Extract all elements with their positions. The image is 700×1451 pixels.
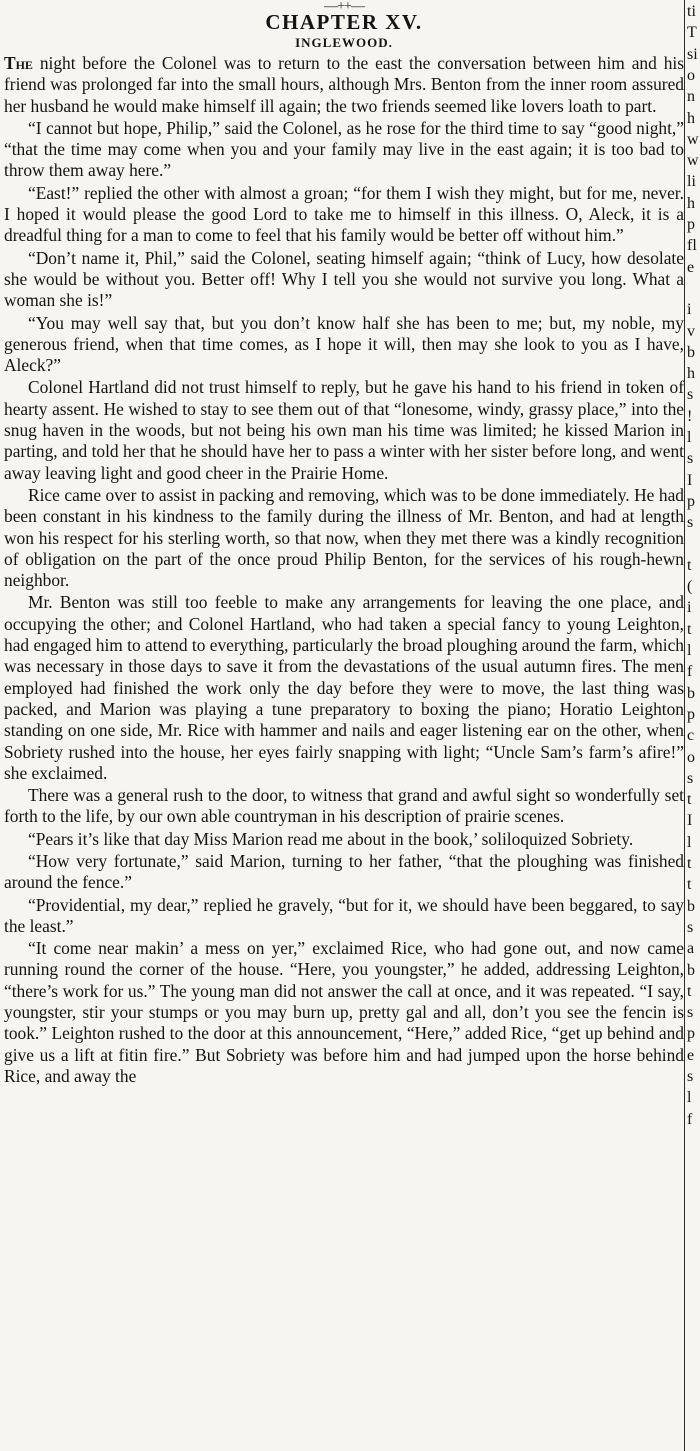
next-column-fragment-text: c [687, 727, 695, 745]
next-column-fragment-text: s [687, 1004, 694, 1022]
next-column-fragment-text: t [687, 791, 692, 809]
next-column-fragment-text: s [687, 769, 694, 787]
next-column-fragment-text: h [687, 109, 695, 127]
next-column-fragment-text: b [687, 684, 695, 702]
paragraph: “Pears it’s like that day Miss Marion read me about in the book,’ soliloquized Sobriety. [28, 828, 634, 849]
paragraph: “Providential, my dear,” replied he gravely, “but for it, we should have been beggared, to say the least.” [4, 894, 684, 936]
next-column-fragment-text: l [687, 1089, 692, 1107]
column-rule [684, 0, 685, 1451]
paragraph: Mr. Benton was still too feeble to make any arrangements for leaving the one place, and occupying the other; and Colonel Hartland, who had taken a special fancy to young Leighton, had engaged him to attend to everything, particularly the broad ploughing around the farm, which was necessary in those days to save it from the devastations of the usual autumn fires. The men employed had finished the work only the day before they were to move, the last thing was packed, and Marion was playing a tune preparatory to boxing the piano; Horatio Leighton standing on one side, Mr. Rice with hammer and nails and eager listening ear on the other, when Sobriety rushed into the house, her eyes fairly snapping with light; “Uncle Sam’s farm’s afire!” she exclaimed. [4, 592, 684, 783]
next-column-fragment-text: o [687, 748, 695, 766]
paragraph: “Don’t name it, Phil,” said the Colonel, seating himself again; “think of Lucy, how desolate she would be without you. Better off! Why I tell you she would not survive you long. What a woman she is!” [4, 247, 684, 311]
next-column-fragment-text: i [687, 301, 692, 319]
next-column-fragment-text: s [687, 450, 694, 468]
paragraph: There was a general rush to the door, to witness that grand and awful sight so wonderfully set forth to the life, by our own able countryman in his description of prairie scenes. [4, 785, 684, 827]
next-column-fragment-text: t [687, 982, 692, 1000]
next-column-fragment [687, 0, 700, 1451]
next-column-fragment-text: w [687, 130, 699, 148]
next-column-fragment-text: s [687, 514, 694, 532]
next-column-fragment-text: h [687, 365, 695, 383]
paragraph: Rice came over to assist in packing and removing, which was to be done immediately. He had been constant in his kindness to the family during the illness of Mr. Benton, and had at length won his respect for his sterling worth, so that now, when they met there was a kindly recognition of obligation on the part of the once proud Philip Benton, for the services of his rough-hewn neighbor. [4, 484, 684, 591]
paragraph-lead-word: The [4, 53, 33, 73]
next-column-fragment-text: t [687, 876, 692, 894]
next-column-fragment-text: p [687, 216, 695, 233]
next-column-fragment-text: p [687, 492, 695, 510]
paragraph: “How very fortunate,” said Marion, turning to her father, “that the ploughing was finished around the fence.” [4, 850, 684, 893]
next-column-fragment-text: ti [687, 3, 696, 20]
chapter-subtitle: INGLEWOOD. [295, 35, 393, 50]
paragraph: “You may well say that, but you don’t know half she has been to me; but, my noble, my generous friend, when that time comes, as I hope it will, then may she look to you as I have, Aleck?” [4, 312, 684, 376]
next-column-fragment-text: I [687, 471, 693, 489]
next-column-fragment-text: o [687, 66, 695, 84]
next-column-fragment-text: i [687, 599, 692, 617]
next-column-fragment-text: e [687, 258, 695, 276]
next-column-fragment-text: n [687, 88, 695, 106]
paragraph: “I cannot but hope, Philip,” said the Colonel, as he rose for the third time to say “good night,” “that the time may come when you and your family may live in the east again; it is too bad to throw them away here.” [4, 117, 684, 181]
next-column-fragment-text: e [687, 1046, 695, 1064]
next-column-fragment-text: b [687, 343, 695, 361]
next-column-fragment-text: s [687, 1068, 694, 1085]
next-column-fragment-text: I [687, 812, 693, 830]
next-column-fragment-text: li [687, 173, 696, 191]
paragraph: “East!” replied the other with almost a groan; “for them I wish they might, but for me, never. I hoped it would please the good Lord to take me to himself in this illness. O, Aleck, it is a dreadful thing for a man to come to feel that his family would be better off without him.” [4, 182, 684, 246]
next-column-fragment-text: a [687, 940, 695, 958]
next-column-fragment-text: s [687, 918, 694, 936]
next-column-fragment-text: l [687, 642, 692, 659]
next-column-fragment-text: f [687, 663, 693, 681]
next-column-fragment-text: ! [687, 407, 693, 425]
next-column-fragment-text: b [687, 897, 695, 915]
next-column-fragment-text: t [687, 556, 692, 574]
next-column-fragment-text: p [687, 705, 695, 723]
next-column-fragment-text: t [687, 855, 692, 872]
next-column-fragment-text: b [687, 961, 695, 979]
next-column-fragment-text: si [687, 45, 698, 63]
next-column-fragment-text: p [687, 1025, 695, 1043]
next-column-fragment-text: T [687, 24, 697, 42]
next-column-fragment-text: w [687, 152, 699, 170]
next-column-fragment-text: l [687, 429, 692, 446]
chapter-ornament: —++— [324, 0, 364, 14]
paragraph [4, 53, 684, 117]
paragraph: “It come near makin’ a mess on yer,” exclaimed Rice, who had gone out, and now came running round the corner of the house. “Here, you youngster,” he added, addressing Leighton, “there’s work for us.” The young man did not answer the call at once, and it was repeated. “I say, youngster, stir your stumps or you may burn up, pretty gal and all, don’t you see the fencin is took.” Leighton rushed to the door at this announcement, “Here,” added Rice, “get up behind and give us a lift at fitin fire.” But Sobriety was before him and had jumped upon the horse behind Rice, and away the [4, 938, 684, 1086]
next-column-fragment-text: ( [687, 578, 693, 596]
next-column-fragment-text: fl [687, 237, 697, 255]
next-column-fragment-text: t [687, 620, 692, 638]
next-column-fragment-text: l [687, 833, 692, 851]
paragraph-text: night before the Colonel was to return to the east the conversation between him and his friend was prolonged far into the small hours, although Mrs. Benton from the inner room assured her husband he would make himself ill again; the two friends seemed like lovers loath to part. [4, 53, 684, 116]
paragraph: Colonel Hartland did not trust himself to reply, but he gave his hand to his friend in token of hearty assent. He wished to stay to see them out of that “lonesome, windy, grassy place,” into the snug haven in the woods, but not being his own man his time was limited; he kissed Marion in parting, and told her that he should have her to pass a winter with her sister before long, and went away leaving light and good cheer in the Prairie Home. [4, 377, 684, 483]
next-column-fragment-text: s [687, 386, 694, 404]
next-column-fragment-text: h [687, 194, 695, 212]
next-column-fragment-text: f [687, 1110, 693, 1128]
next-column-fragment-text: v [687, 322, 695, 340]
chapter-title: CHAPTER XV. [265, 10, 423, 34]
